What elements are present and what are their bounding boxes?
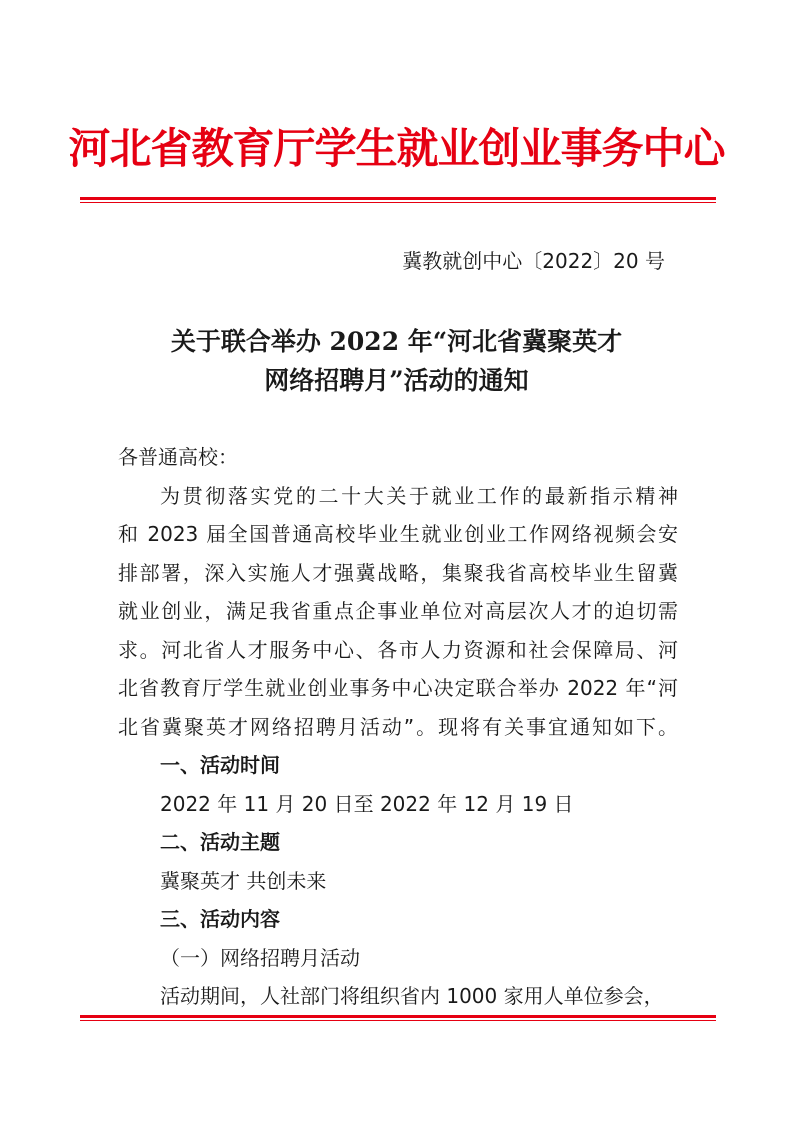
body-line: 为贯彻落实党的二十大关于就业工作的最新指示精神 [160, 483, 678, 508]
body-line: 北省冀聚英才网络招聘月活动”。现将有关事宜通知如下。 [118, 714, 678, 739]
document-number: 冀教就创中心〔2022〕20 号 [402, 249, 665, 273]
salutation: 各普通高校： [118, 445, 238, 469]
body-line: 北省教育厅学生就业创业事务中心决定联合举办 2022 年“河 [118, 676, 678, 700]
section-text-content: 活动期间，人社部门将组织省内 1000 家用人单位参会， [160, 984, 664, 1008]
body-line: 求。河北省人才服务中心、各市人力资源和社会保障局、河 [118, 637, 678, 662]
subsection-heading-recruitment: （一）网络招聘月活动 [160, 945, 360, 970]
notice-title-line-2: 网络招聘月”活动的通知 [264, 366, 529, 395]
red-divider-top [80, 197, 716, 203]
body-line: 排部署，深入实施人才强冀战略，集聚我省高校毕业生留冀 [118, 560, 678, 585]
section-heading-theme: 二、活动主题 [160, 830, 280, 854]
section-heading-content: 三、活动内容 [160, 907, 280, 931]
notice-title [0, 322, 793, 400]
body-line: 和 2023 届全国普通高校毕业生就业创业工作网络视频会安 [118, 522, 678, 546]
section-heading-time: 一、活动时间 [160, 753, 280, 777]
body-line: 就业创业，满足我省重点企事业单位对高层次人才的迫切需 [118, 599, 678, 623]
organization-name: 河北省教育厅学生就业创业事务中心 [68, 124, 725, 173]
red-divider-bottom [80, 1015, 716, 1021]
section-text-theme: 冀聚英才 共创未来 [160, 868, 327, 893]
section-text-time: 2022 年 11 月 20 日至 2022 年 12 月 19 日 [160, 791, 574, 816]
notice-body [118, 438, 678, 1016]
notice-title-line-1: 关于联合举办 2022 年“河北省冀聚英才 [170, 327, 623, 356]
